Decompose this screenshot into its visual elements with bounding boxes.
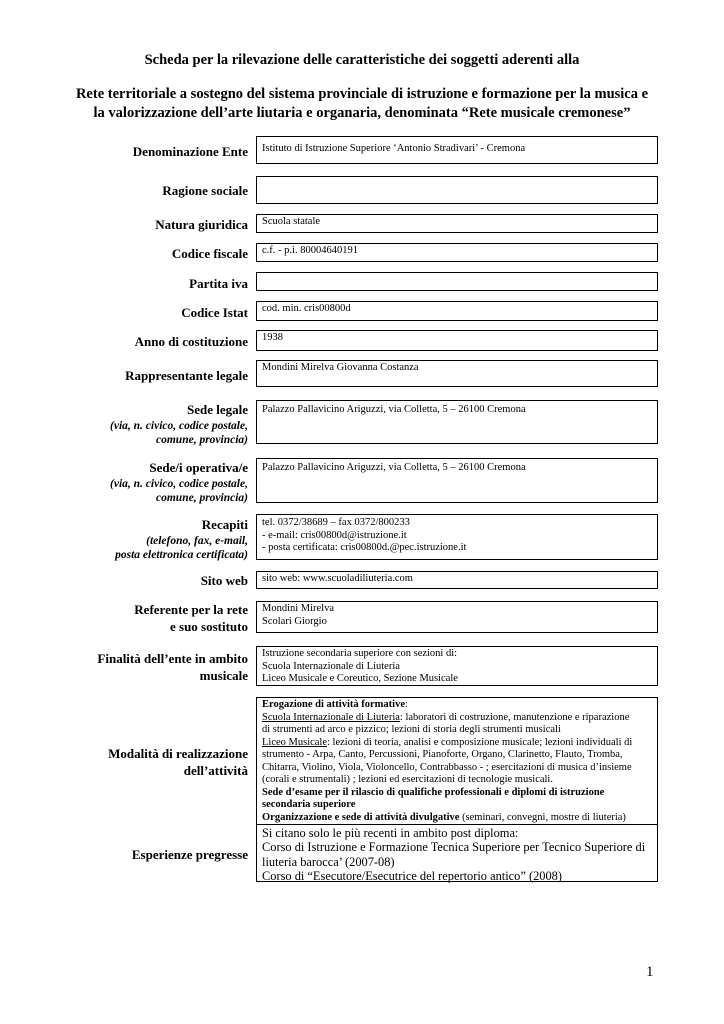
label-referente-line2: e suo sostituto <box>169 619 248 634</box>
value-recapiti-line3: - posta certificata: cris00800d.@pec.istruzione.it <box>262 542 467 553</box>
modalita-org-text: (seminari, convegni, mostre di liuteria) <box>459 811 626 823</box>
field-esperienze[interactable] <box>256 824 658 882</box>
doc-title-line1: Scheda per la rilevazione delle caratteristiche dei soggetti aderenti alla <box>144 52 580 68</box>
label-esperienze: Esperienze pregresse <box>131 847 248 862</box>
modalita-liceo <box>262 737 652 750</box>
label-sede-legale-title: Sede legale <box>186 402 248 417</box>
field-sede-legale[interactable] <box>256 400 658 444</box>
value-recapiti-line1: tel. 0372/38689 – fax 0372/800233 <box>262 517 410 528</box>
field-partita-iva[interactable] <box>256 272 658 291</box>
value-esperienze-line2: Corso di Istruzione e Formazione Tecnica Superiore per Tecnico Superiore di <box>262 840 646 855</box>
label-codice-istat: Codice Istat <box>181 305 248 320</box>
field-recapiti[interactable] <box>256 514 658 560</box>
field-natura[interactable] <box>256 214 658 233</box>
field-modalita[interactable] <box>256 697 658 825</box>
label-modalita <box>60 745 248 779</box>
label-finalita-line2: musicale <box>199 668 248 683</box>
label-codice-fiscale: Codice fiscale <box>171 246 248 261</box>
label-sede-operativa-sub1: (via, n. civico, codice postale, <box>110 478 248 490</box>
field-referente[interactable] <box>256 601 658 633</box>
modalita-scuola <box>262 712 652 725</box>
value-finalita-line1: Istruzione secondaria superiore con sezioni di: <box>262 648 458 659</box>
modalita-sede-esame-line2: secondaria superiore <box>262 799 356 810</box>
label-recapiti-sub2: posta elettronica certificata) <box>115 549 248 561</box>
page-number: 1 <box>646 964 654 980</box>
value-sede-legale: Palazzo Pallavicino Ariguzzi, via Colletta, 5 – 26100 Cremona <box>262 404 526 415</box>
value-sito: sito web: www.scuoladiliuteria.com <box>262 573 413 584</box>
modalita-liceo-line2: strumento - Arpa, Canto, Percussioni, Pianoforte, Organo, Clarinetto, Flauto, Tromba, <box>262 749 623 760</box>
value-esperienze-line3: liuteria barocca’ (2007-08) <box>262 854 395 869</box>
field-codice-istat[interactable] <box>256 301 658 321</box>
modalita-heading-text: Erogazione di attività formative <box>262 699 405 710</box>
value-finalita-line3: Liceo Musicale e Coreutico, Sezione Musicale <box>262 673 458 684</box>
label-finalita <box>60 650 248 684</box>
modalita-heading-colon: : <box>405 699 408 710</box>
label-sede-legale-sub1: (via, n. civico, codice postale, <box>110 420 248 432</box>
value-codice-fiscale: c.f. - p.i. 80004640191 <box>262 245 358 256</box>
label-finalita-line1: Finalità dell’ente in ambito <box>97 651 248 666</box>
value-denominazione: Istituto di Istruzione Superiore ‘Antonio Stradivari’ - Cremona <box>262 143 526 154</box>
value-sede-operativa: Palazzo Pallavicino Ariguzzi, via Colletta, 5 – 26100 Cremona <box>262 462 526 473</box>
modalita-sede-esame-line1: Sede d’esame per il rilascio di qualifiche professionali e diplomi di istruzione <box>262 786 605 798</box>
modalita-liceo-line4: (corali e strumentali) ; lezioni ed esercitazioni di tecnologie musicali. <box>262 774 553 785</box>
label-recapiti-sub1: (telefono, fax, e-mail, <box>146 535 248 547</box>
modalita-scuola-line2: di strumenti ad arco e pizzico; lezioni di storia degli strumenti musicali <box>262 724 561 735</box>
field-ragione[interactable] <box>256 176 658 204</box>
value-anno: 1938 <box>262 332 283 343</box>
field-rappresentante[interactable] <box>256 360 658 387</box>
label-rappresentante: Rappresentante legale <box>125 368 248 383</box>
label-natura: Natura giuridica <box>155 217 248 232</box>
label-sede-operativa-title: Sede/i operativa/e <box>149 460 248 475</box>
modalita-liceo-name: Liceo Musicale <box>262 736 328 748</box>
label-modalita-line1: Modalità di realizzazione <box>108 746 248 761</box>
label-sede-legale-sub2: comune, provincia) <box>156 434 248 446</box>
field-sito[interactable] <box>256 571 658 589</box>
field-codice-fiscale[interactable] <box>256 243 658 262</box>
field-finalita[interactable] <box>256 646 658 686</box>
field-anno[interactable] <box>256 330 658 351</box>
label-ragione: Ragione sociale <box>162 183 248 198</box>
label-referente <box>60 601 248 635</box>
modalita-liceo-text: : lezioni di teoria, analisi e composizione musicale; lezioni individuali di <box>327 736 633 748</box>
field-sede-operativa[interactable] <box>256 458 658 503</box>
value-recapiti-line2: - e-mail: cris00800d@istruzione.it <box>262 529 407 541</box>
modalita-organizzazione <box>262 812 652 825</box>
label-modalita-line2: dell’attività <box>183 763 248 778</box>
label-denominazione: Denominazione Ente <box>132 144 248 159</box>
modalita-scuola-name: Scuola Internazionale di Liuteria <box>262 711 400 723</box>
modalita-org-bold: Organizzazione e sede di attività divulgative <box>262 811 460 823</box>
label-anno: Anno di costituzione <box>134 334 248 349</box>
value-codice-istat: cod. min. cris00800d <box>262 303 351 314</box>
value-rappresentante: Mondini Mirelva Giovanna Costanza <box>262 362 419 373</box>
value-referente-line1: Mondini Mirelva <box>262 603 335 614</box>
label-sede-operativa-sub2: comune, provincia) <box>156 492 248 504</box>
label-referente-line1: Referente per la rete <box>134 602 248 617</box>
value-esperienze-line1: Si citano solo le più recenti in ambito post diploma: <box>262 826 519 840</box>
doc-title-line2: Rete territoriale a sostegno del sistema provinciale di istruzione e formazione per la musica e <box>75 86 649 102</box>
label-sede-legale <box>60 401 248 447</box>
field-denominazione[interactable] <box>256 136 658 164</box>
label-sito: Sito web <box>200 573 248 588</box>
value-finalita-line2: Scuola Internazionale di Liuteria <box>262 660 400 672</box>
value-natura: Scuola statale <box>262 216 321 227</box>
value-referente-line2: Scolari Giorgio <box>262 615 327 627</box>
modalita-heading <box>262 699 652 712</box>
label-sede-operativa <box>60 459 248 505</box>
label-partita-iva: Partita iva <box>189 276 248 291</box>
modalita-liceo-line3: Chitarra, Violino, Viola, Violoncello, Contrabbasso - ; esercitazioni di musica d’insieme <box>262 761 632 773</box>
modalita-scuola-text: : laboratori di costruzione, manutenzione e riparazione <box>399 711 630 723</box>
label-recapiti <box>60 516 248 562</box>
value-esperienze-line4: Corso di “Esecutore/Esecutrice del repertorio antico” (2008) <box>262 868 563 883</box>
doc-title-line3: la valorizzazione dell’arte liutaria e organaria, denominata “Rete musicale cremonese” <box>93 105 631 121</box>
label-recapiti-title: Recapiti <box>201 517 248 532</box>
